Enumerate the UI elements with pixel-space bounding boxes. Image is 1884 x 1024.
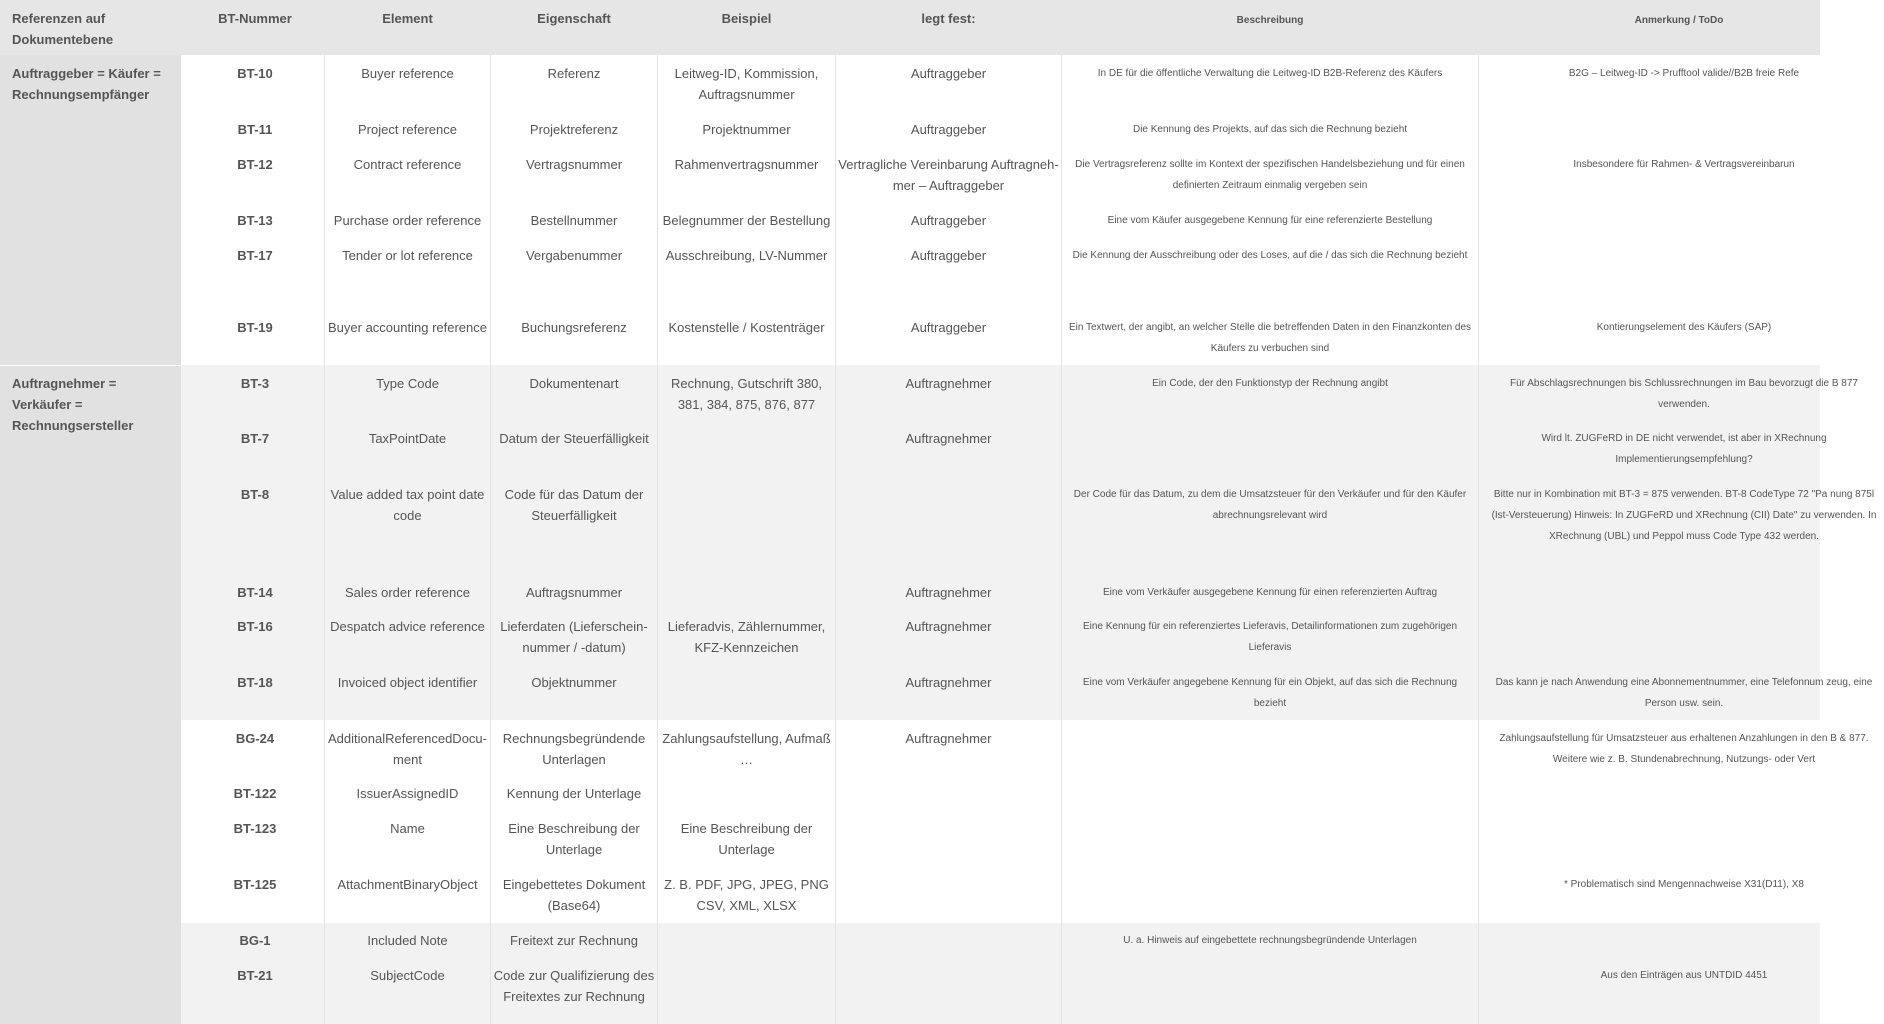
element-cell: Tender or lot reference: [342, 248, 473, 263]
note-cell: Aus den Einträgen aus UNTDID 4451: [1600, 970, 1768, 981]
property-cell: Kennung der Unterlage: [506, 786, 642, 801]
element-cell: Type Code: [376, 376, 439, 391]
bt-number-cell: BT-123: [233, 821, 277, 836]
group-column: [0, 55, 181, 1024]
description-cell: Eine vom Käufer ausgegebene Kennung für eine referenzierte Bestellung: [1107, 215, 1433, 226]
bt-number-cell: BT-7: [240, 431, 270, 446]
note-cell: Bitte nur in Kombination mit BT-3 = 875 verwenden. BT-8 CodeType 72 "Pa nung 875l (Ist-Versteuerung) Hinweis: In ZUGFeRD und XRechnung (CII) Date" zu verwenden. In XRechnung (UBL) und Peppol muss Code Type 432 werden.: [1491, 489, 1877, 542]
note-cell: B2G – Leitweg-ID -> Prufftool valide//B2B freie Refe: [1568, 68, 1800, 79]
description-cell: In DE für die öffentliche Verwaltung die Leitweg-ID B2B-Referenz des Käufers: [1097, 68, 1443, 79]
column-divider: [835, 55, 836, 1024]
element-cell: AdditionalReferencedDocu-ment: [328, 731, 487, 767]
bt-number-cell: BT-13: [237, 213, 273, 228]
bt-number-cell: BT-19: [237, 320, 273, 335]
property-cell: Code zur Qualifizierung des Freitextes zur Rechnung: [493, 968, 655, 1004]
note-cell: * Problematisch sind Mengennachweise X31(D11), X8: [1564, 879, 1804, 890]
element-cell: SubjectCode: [370, 968, 445, 983]
element-cell: Project reference: [358, 122, 457, 137]
column-divider: [1061, 55, 1062, 1024]
header-bt-number: BT-Nummer: [218, 11, 292, 26]
fixed-by-cell: Auftragnehmer: [905, 376, 992, 391]
fixed-by-cell: Auftraggeber: [910, 248, 987, 263]
example-cell: Rechnung, Gutschrift 380, 381, 384, 875, 876, 877: [670, 376, 823, 412]
description-cell: Die Kennung der Ausschreibung oder des Loses, auf die / das sich die Rechnung bezieht: [1072, 250, 1468, 261]
property-cell: Vertragsnummer: [525, 157, 623, 172]
example-cell: Z. B. PDF, JPG, JPEG, PNG CSV, XML, XLSX: [664, 877, 829, 913]
fixed-by-cell: Auftraggeber: [910, 66, 987, 81]
property-cell: Vergabenummer: [525, 248, 623, 263]
property-cell: Buchungsreferenz: [521, 320, 627, 335]
column-divider: [1478, 55, 1479, 1024]
bt-number-cell: BT-8: [240, 487, 270, 502]
property-cell: Objektnummer: [531, 675, 617, 690]
element-cell: Included Note: [367, 933, 448, 948]
note-cell: Für Abschlagsrechnungen bis Schlussrechnungen im Bau bevorzugt die B 877 verwenden.: [1510, 378, 1858, 410]
note-cell: Das kann je nach Anwendung eine Abonnementnummer, eine Telefonnum zeug, eine Person usw. sein.: [1495, 677, 1873, 709]
header-note: Anmerkung / ToDo: [1634, 15, 1724, 26]
property-cell: Referenz: [547, 66, 601, 81]
element-cell: Invoiced object identifier: [337, 675, 478, 690]
element-cell: Name: [390, 821, 425, 836]
element-cell: Value added tax point date code: [330, 487, 485, 523]
property-cell: Rechnungsbegründende Unterlagen: [502, 731, 646, 767]
bt-number-cell: BT-11: [237, 122, 273, 137]
bt-number-cell: BT-125: [233, 877, 277, 892]
description-cell: Der Code für das Datum, zu dem die Umsatzsteuer für den Verkäufer und für den Käufer abrechnungsrelevant wird: [1073, 489, 1467, 521]
bt-number-cell: BT-3: [240, 376, 270, 391]
header-fixed-by: legt fest:: [921, 11, 976, 26]
group-label-buyer: Auftraggeber = Käufer = Rechnungsempfänger: [12, 66, 161, 102]
fixed-by-cell: Auftragnehmer: [905, 731, 992, 746]
element-cell: IssuerAssignedID: [356, 786, 459, 801]
bt-number-cell: BT-17: [237, 248, 273, 263]
property-cell: Eine Beschreibung der Unterlage: [508, 821, 640, 857]
bt-number-cell: BG-24: [235, 731, 275, 746]
property-cell: Code für das Datum der Steuerfälligkeit: [504, 487, 644, 523]
example-cell: Zahlungsaufstellung, Aufmaß …: [662, 731, 831, 767]
element-cell: Buyer accounting reference: [328, 320, 487, 335]
header-element: Element: [382, 11, 433, 26]
example-cell: Belegnummer der Bestellung: [662, 213, 831, 228]
header-description: Beschreibung: [1236, 15, 1304, 26]
fixed-by-cell: Auftraggeber: [910, 122, 987, 137]
note-cell: Kontierungselement des Käufers (SAP): [1596, 322, 1772, 333]
example-cell: Eine Beschreibung der Unterlage: [680, 821, 813, 857]
example-cell: Kostenstelle / Kostenträger: [668, 320, 825, 335]
property-cell: Eingebettetes Dokument (Base64): [502, 877, 646, 913]
description-cell: Ein Textwert, der angibt, an welcher Stelle die betreffenden Daten in den Finanzkonten des Käufers zu verbuchen sind: [1068, 322, 1472, 354]
header-references: Referenzen auf Dokumentebene: [12, 11, 114, 47]
fixed-by-cell: Auftraggeber: [910, 213, 987, 228]
fixed-by-cell: Vertragliche Vereinbarung Auftragneh-mer – Auftraggeber: [838, 157, 1059, 193]
property-cell: Datum der Steuerfälligkeit: [499, 431, 649, 446]
description-cell: Eine Kennung für ein referenziertes Lieferavis, Detailinformationen zum zugehörigen Lieferavis: [1082, 621, 1458, 653]
bt-number-cell: BG-1: [239, 933, 271, 948]
group-label-seller: Auftragnehmer = Verkäufer = Rechnungsersteller: [12, 376, 134, 433]
bt-number-cell: BT-12: [237, 157, 273, 172]
property-cell: Dokumentenart: [529, 376, 619, 391]
description-cell: Eine vom Verkäufer angegebene Kennung für ein Objekt, auf das sich die Rechnung bezieht: [1082, 677, 1458, 709]
property-cell: Bestellnummer: [530, 213, 618, 228]
example-cell: Lieferadvis, Zählernummer, KFZ-Kennzeichen: [667, 619, 826, 655]
fixed-by-cell: Auftragnehmer: [905, 619, 992, 634]
element-cell: Purchase order reference: [333, 213, 482, 228]
note-cell: Zahlungsaufstellung für Umsatzsteuer aus erhaltenen Anzahlungen in den B & 877. Weitere wie z. B. Stundenabrechnung, Nutzungs- oder Vert: [1499, 733, 1869, 765]
property-cell: Projektreferenz: [529, 122, 619, 137]
bt-number-cell: BT-21: [237, 968, 273, 983]
note-cell: Wird lt. ZUGFeRD in DE nicht verwendet, ist aber in XRechnung Implementierungsempfehlung?: [1541, 433, 1827, 465]
description-cell: Ein Code, der den Funktionstyp der Rechnung angibt: [1152, 378, 1388, 389]
fixed-by-cell: Auftragnehmer: [905, 585, 992, 600]
property-cell: Lieferdaten (Lieferschein-nummer / -datum): [500, 619, 648, 655]
bt-number-cell: BT-18: [237, 675, 273, 690]
element-cell: Buyer reference: [361, 66, 454, 81]
bt-number-cell: BT-16: [237, 619, 273, 634]
element-cell: Contract reference: [353, 157, 462, 172]
example-cell: Ausschreibung, LV-Nummer: [665, 248, 828, 263]
bt-number-cell: BT-10: [237, 66, 273, 81]
fixed-by-cell: Auftragnehmer: [905, 431, 992, 446]
element-cell: TaxPointDate: [368, 431, 447, 446]
description-cell: U. a. Hinweis auf eingebettete rechnungsbegründende Unterlagen: [1123, 935, 1417, 946]
description-cell: Eine vom Verkäufer ausgegebene Kennung für einen referenzierten Auftrag: [1102, 587, 1438, 598]
header-example: Beispiel: [721, 11, 772, 26]
property-cell: Freitext zur Rechnung: [510, 933, 638, 948]
bt-number-cell: BT-14: [237, 585, 273, 600]
element-cell: AttachmentBinaryObject: [337, 877, 478, 892]
fixed-by-cell: Auftragnehmer: [905, 675, 992, 690]
description-cell: Die Vertragsreferenz sollte im Kontext der spezifischen Handelsbeziehung und für einen definierten Zeitraum einmalig vergeben sein: [1075, 159, 1465, 191]
element-cell: Despatch advice reference: [330, 619, 485, 634]
element-cell: Sales order reference: [344, 585, 470, 600]
note-cell: Insbesondere für Rahmen- & Vertragsvereinbarun: [1573, 159, 1795, 170]
property-cell: Auftragsnummer: [525, 585, 623, 600]
example-cell: Projektnummer: [702, 122, 791, 137]
table-header: [0, 0, 1820, 55]
example-cell: Leitweg-ID, Kommission, Auftragsnummer: [674, 66, 819, 102]
bt-number-cell: BT-122: [233, 786, 277, 801]
fixed-by-cell: Auftraggeber: [910, 320, 987, 335]
description-cell: Die Kennung des Projekts, auf das sich die Rechnung bezieht: [1132, 124, 1408, 135]
header-property: Eigenschaft: [537, 11, 611, 26]
group-divider: [0, 365, 181, 366]
example-cell: Rahmenvertragsnummer: [674, 157, 819, 172]
